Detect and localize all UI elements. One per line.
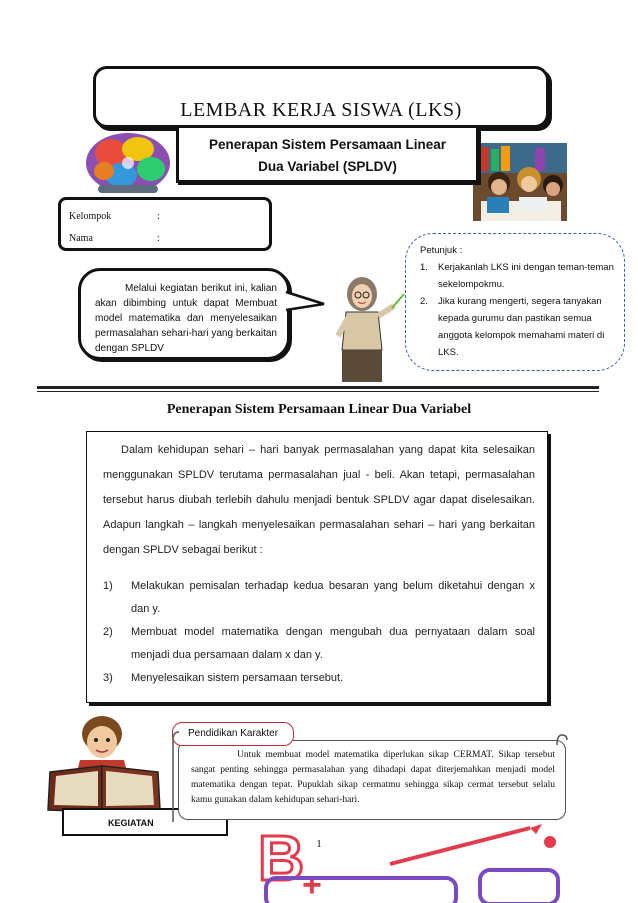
- students-photo: [473, 143, 567, 221]
- character-education-box: [178, 740, 566, 820]
- subtitle-line1: Penerapan Sistem Persamaan Linear: [208, 137, 447, 152]
- svg-text:+: +: [302, 866, 322, 903]
- speech-bubble: [78, 268, 290, 360]
- section-divider: [37, 386, 599, 389]
- name-label: Nama: [69, 233, 93, 244]
- section-heading: Penerapan Sistem Persamaan Linear Dua Variabel: [166, 402, 472, 417]
- speech-pointer: [284, 288, 326, 318]
- page-title: LEMBAR KERJA SISWA (LKS): [180, 99, 462, 121]
- title-banner: [93, 66, 549, 128]
- decorative-bottom-shapes: [230, 822, 610, 903]
- identity-box: [58, 197, 272, 251]
- group-label: Kelompok: [69, 211, 112, 222]
- intro-paragraph: Dalam kehidupan sehari – hari banyak permasalahan yang dapat kita selesaikan menggunakan SPLDV terutama permasalahan jual - beli. Akan tetapi, permasalahan tersebut harus diubah terlebih dahulu menjadi bentuk SPLDV agar dapat diselesaikan. Adapun langkah – langkah menyelesaikan permasalahan sehari – hari yang berkaitan dengan SPLDV sebagai berikut :: [103, 444, 535, 556]
- list-item: 1) Melakukan pemisalan terhadap kedua besaran yang belum diketahui dengan x dan y.: [103, 580, 535, 615]
- character-education-tab: Pendidikan Karakter: [172, 722, 294, 746]
- boy-reading-figure: [44, 714, 174, 814]
- subtitle-box: [176, 125, 479, 183]
- svg-text:B: B: [258, 822, 305, 894]
- list-item: 3) Menyelesaikan sistem persamaan tersebut.: [103, 672, 344, 684]
- name-colon: :: [157, 233, 160, 244]
- group-colon: :: [157, 211, 160, 222]
- speech-text: Melalui kegiatan berikut ini, kalian akan dibimbing untuk dapat Membuat model matematika dan menyelesaikan permasalahan sehari-hari yang berkaitan dengan SPLDV: [95, 283, 277, 354]
- steps-list: [103, 575, 535, 690]
- brain-gears-icon: [76, 123, 176, 203]
- scroll-curl-icon: [555, 733, 569, 747]
- instruction-item: 2. Jika kurang mengerti, segera tanyakan kepada gurumu dan pastikan semua anggota kelompok memahami materi di LKS.: [420, 296, 605, 358]
- page-number: 1: [316, 838, 322, 850]
- character-education-text: Untuk membuat model matematika diperlukan sikap CERMAT. Sikap tersebut sangat penting sehingga permasalahan yang dihadapi dapat diterjemahkan menjadi model matematika dengan tepat. Pupuklah sikap cermatmu sehingga sikap cermat tersebut selalu kamu gunakan dalam kehidupan sehari-hari.: [191, 750, 555, 805]
- teacher-figure: [326, 272, 406, 384]
- instructions-box: [405, 233, 625, 371]
- content-box: [86, 431, 548, 703]
- kegiatan-label: KEGIATAN: [62, 808, 228, 836]
- section-divider-thin: [37, 391, 599, 392]
- instructions-title: Petunjuk :: [420, 245, 463, 256]
- subtitle-line2: Dua Variabel (SPLDV): [258, 159, 397, 174]
- scroll-edge-icon: [171, 730, 183, 826]
- instruction-item: 1. Kerjakanlah LKS ini dengan teman-teman sekelompokmu.: [420, 262, 614, 290]
- list-item: 2) Membuat model matematika dengan mengubah dua pernyataan dalam soal menjadi dua persamaan dalam x dan y.: [103, 626, 535, 661]
